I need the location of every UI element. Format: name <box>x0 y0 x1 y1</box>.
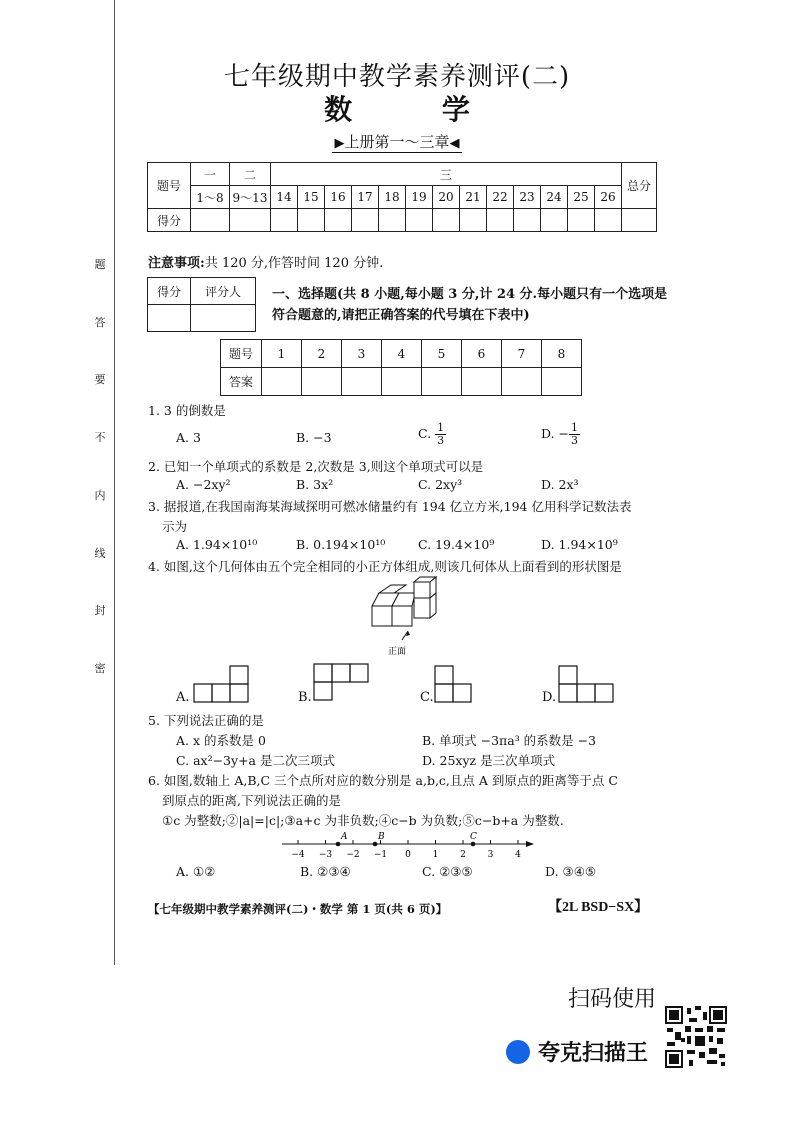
axis-tick-label: −2 <box>346 850 360 860</box>
option-d-prefix: D. − <box>541 426 569 441</box>
score-table-number: 24 <box>541 186 568 209</box>
point-a-dot <box>336 842 341 847</box>
brand-text: 夸克扫描王 <box>538 1041 649 1066</box>
notice <box>148 252 383 271</box>
front-label: 正面 <box>388 647 407 657</box>
score-table-number: 21 <box>460 186 487 209</box>
score-table-number: 20 <box>433 186 460 209</box>
fraction-denominator: 3 <box>571 434 578 447</box>
question-6-stem: 6. 如图,数轴上 A,B,C 三个点所对应的数分别是 a,b,c,且点 A 到原点的距离等于点 C <box>148 773 618 788</box>
exam-title: 七年级期中教学素养测评(二) <box>223 62 571 92</box>
fraction-numerator: 1 <box>571 421 578 434</box>
score-cell[interactable] <box>191 209 230 232</box>
option-c-prefix: C. <box>418 426 432 441</box>
question-4-option-a: A. <box>176 690 190 705</box>
question-5-option-c: C. ax²−3y+a 是二次三项式 <box>176 753 335 768</box>
answer-cell[interactable] <box>502 368 542 396</box>
footer-code: 【2L BSD−SX】 <box>548 900 649 915</box>
answer-cell[interactable] <box>422 368 462 396</box>
point-b-label: B <box>378 832 385 842</box>
option-b-figure <box>313 662 373 702</box>
score-table-range: 1～8 <box>191 186 230 209</box>
axis-tick-label: 2 <box>460 850 466 860</box>
answer-row-label: 答案 <box>221 368 262 396</box>
score-table-number: 14 <box>271 186 298 209</box>
side-char: 答 <box>94 315 106 329</box>
score-table-number: 22 <box>487 186 514 209</box>
axis-tick-label: 3 <box>487 850 494 860</box>
question-3-stem: 3. 据报道,在我国南海某海域探明可燃冰储量约有 194 亿立方米,194 亿用科学记数法表 <box>148 499 632 514</box>
fraction <box>435 422 446 447</box>
question-6-option-b: B. ②③④ <box>300 864 351 879</box>
answer-table-number: 3 <box>342 340 382 368</box>
axis-tick-label: 1 <box>432 850 439 860</box>
score-table-number: 25 <box>568 186 595 209</box>
page-footer: 【七年级期中教学素养测评(二)・数学 第 1 页(共 6 页)】 <box>148 902 448 916</box>
question-1-option-c <box>418 422 446 447</box>
side-char: 内 <box>94 488 106 502</box>
grader-score-cell[interactable] <box>148 305 191 332</box>
scan-to-use-text: 扫码使用 <box>568 987 657 1012</box>
answer-table-number: 6 <box>462 340 502 368</box>
option-d-figure <box>558 664 618 704</box>
score-table-range: 9～13 <box>230 186 271 209</box>
grader-name-label: 评分人 <box>191 278 256 305</box>
answer-table-number: 8 <box>542 340 582 368</box>
side-char: 密 <box>94 661 106 675</box>
question-1-option-a: A. 3 <box>176 430 201 445</box>
question-1-stem: 1. 3 的倒数是 <box>148 403 226 418</box>
answer-cell[interactable] <box>462 368 502 396</box>
question-2-stem: 2. 已知一个单项式的系数是 2,次数是 3,则这个单项式可以是 <box>148 459 484 474</box>
scope-text: 上册第一～三章 <box>344 133 450 151</box>
question-4-option-b: B. <box>298 690 312 705</box>
score-cell[interactable] <box>568 209 595 232</box>
grader-box <box>147 277 256 332</box>
axis-tick-label: −1 <box>373 850 388 860</box>
answer-table-number: 7 <box>502 340 542 368</box>
question-6-stem-cont: 到原点的距离,下列说法正确的是 <box>162 793 341 808</box>
point-c-label: C <box>470 832 477 842</box>
qr-code-icon[interactable] <box>665 1006 727 1068</box>
point-c-dot <box>471 842 476 847</box>
score-cell[interactable] <box>595 209 622 232</box>
option-a-figure <box>193 664 251 704</box>
answer-cell[interactable] <box>262 368 302 396</box>
answer-cell[interactable] <box>302 368 342 396</box>
point-a-label: A <box>341 832 348 842</box>
score-cell[interactable] <box>622 209 657 232</box>
right-triangle-icon: ▶ <box>334 136 345 151</box>
side-char: 要 <box>94 373 106 387</box>
score-table-number: 17 <box>352 186 379 209</box>
question-4-option-c: C. <box>420 690 434 705</box>
axis-tick-label: −4 <box>291 850 305 860</box>
axis-tick-label: −3 <box>318 850 333 860</box>
score-cell[interactable] <box>230 209 271 232</box>
answer-cell[interactable] <box>382 368 422 396</box>
option-c-figure <box>434 664 476 704</box>
question-5-option-a: A. x 的系数是 0 <box>176 733 266 748</box>
score-cell[interactable] <box>325 209 352 232</box>
axis-tick-label: 0 <box>405 850 411 860</box>
fraction-denominator: 3 <box>437 434 445 447</box>
side-char: 封 <box>94 604 106 618</box>
score-table-number: 23 <box>514 186 541 209</box>
score-cell[interactable] <box>487 209 514 232</box>
answer-table <box>220 339 582 396</box>
question-2-option-a: A. −2xy² <box>176 477 231 492</box>
notice-label: 注意事项: <box>148 256 205 271</box>
answer-table-number: 5 <box>422 340 462 368</box>
question-5-option-d: D. 25xyz 是三次单项式 <box>422 753 556 768</box>
question-1-option-b: B. −3 <box>296 430 332 445</box>
binding-margin-text <box>92 256 108 676</box>
answer-cell[interactable] <box>542 368 582 396</box>
score-cell[interactable] <box>433 209 460 232</box>
question-2-option-b: B. 3x² <box>296 477 334 492</box>
question-4-option-d: D. <box>542 690 557 705</box>
score-table-number: 18 <box>379 186 406 209</box>
brand-name <box>506 1036 648 1067</box>
subject-title: 数 学 <box>324 93 510 126</box>
notice-text: 共 120 分,作答时间 120 分钟. <box>204 256 384 271</box>
score-table-part1: 一 <box>191 163 230 186</box>
question-4-stem: 4. 如图,这个几何体由五个完全相同的小正方体组成,则该几何体从上面看到的形状图是 <box>148 559 622 574</box>
side-char: 线 <box>94 546 106 560</box>
score-cell[interactable] <box>541 209 568 232</box>
score-row-label: 得分 <box>148 209 191 232</box>
score-table <box>147 162 657 232</box>
question-5-stem: 5. 下列说法正确的是 <box>148 713 264 728</box>
score-table-part2: 二 <box>230 163 271 186</box>
left-triangle-icon: ◀ <box>449 136 460 151</box>
question-5-option-b: B. 单项式 −3πa³ 的系数是 −3 <box>422 733 597 748</box>
score-cell[interactable] <box>406 209 433 232</box>
section-title: 一、选择题(共 8 小题,每小题 3 分,计 24 分.每小题只有一个选项是符合题意的,请把正确答案的代号填在下表中) <box>272 287 668 323</box>
scope-line <box>0 131 794 153</box>
grader-score-label: 得分 <box>148 278 191 305</box>
score-table-number: 19 <box>406 186 433 209</box>
point-b-dot <box>373 842 378 847</box>
answer-cell[interactable] <box>342 368 382 396</box>
question-6-option-d: D. ③④⑤ <box>545 864 597 879</box>
side-char: 不 <box>94 431 106 445</box>
score-cell[interactable] <box>352 209 379 232</box>
question-6-statements: ①c 为整数;②|a|=|c|;③a+c 为非负数;④c−b 为负数;⑤c−b+a 为整数. <box>162 813 564 828</box>
score-table-part3: 三 <box>271 163 622 186</box>
score-cell[interactable] <box>514 209 541 232</box>
cube-figure <box>366 576 442 658</box>
answer-table-label: 题号 <box>221 340 262 368</box>
score-table-total: 总分 <box>622 163 657 209</box>
score-table-number: 26 <box>595 186 622 209</box>
score-cell[interactable] <box>460 209 487 232</box>
axis-tick-label: 4 <box>515 850 521 860</box>
question-2-option-d: D. 2x³ <box>541 477 579 492</box>
grader-name-cell[interactable] <box>191 305 256 332</box>
question-6-option-c: C. ②③⑤ <box>422 864 473 879</box>
side-char: 题 <box>94 258 106 271</box>
fraction-numerator: 1 <box>437 421 445 434</box>
score-table-number: 16 <box>325 186 352 209</box>
question-3-option-c: C. 19.4×10⁹ <box>418 537 495 552</box>
question-3-stem-cont: 示为 <box>162 519 188 534</box>
answer-table-number: 1 <box>262 340 302 368</box>
score-cell[interactable] <box>271 209 298 232</box>
question-3-option-d: D. 1.94×10⁹ <box>541 537 618 552</box>
score-cell[interactable] <box>379 209 406 232</box>
question-1-option-d <box>541 422 580 447</box>
question-2-option-c: C. 2xy³ <box>418 477 463 492</box>
fraction <box>569 422 580 447</box>
question-3-option-b: B. 0.194×10¹⁰ <box>296 537 386 552</box>
score-cell[interactable] <box>298 209 325 232</box>
question-3-option-a: A. 1.94×10¹⁰ <box>176 537 258 552</box>
answer-table-number: 4 <box>382 340 422 368</box>
answer-table-number: 2 <box>302 340 342 368</box>
score-table-label: 题号 <box>148 163 191 209</box>
question-6-option-a: A. ①② <box>176 864 216 879</box>
score-table-number: 15 <box>298 186 325 209</box>
number-line <box>278 830 538 862</box>
